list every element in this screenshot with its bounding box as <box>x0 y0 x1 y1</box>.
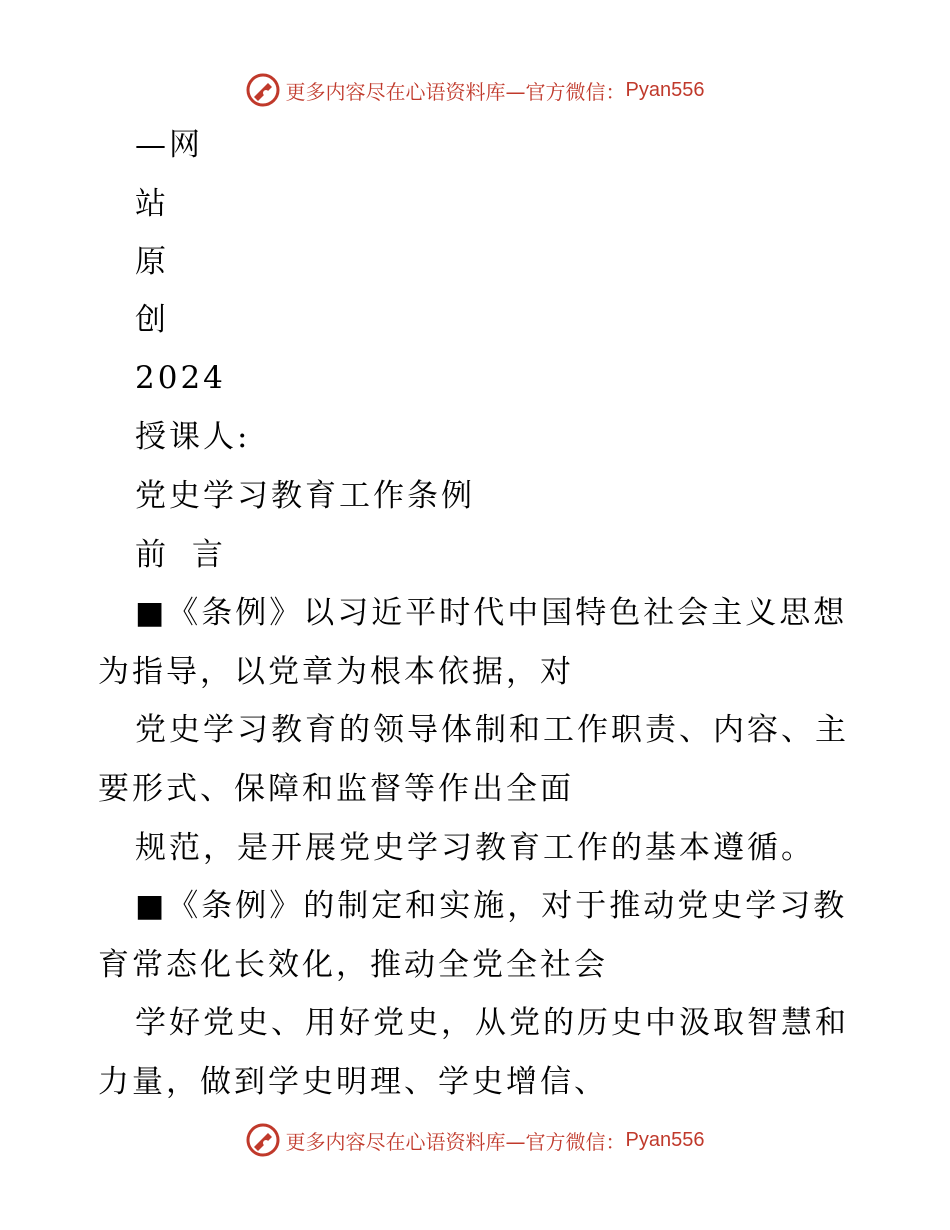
footer-watermark <box>0 1120 950 1160</box>
text-line: 创 <box>135 302 169 338</box>
text-line: 党史学习教育的领导体制和工作职责、内容、主 <box>135 712 849 748</box>
document-title: 党史学习教育工作条例 <box>135 478 475 514</box>
text-line: 要形式、保障和监督等作出全面 <box>98 771 574 807</box>
watermark-account: Pyan556 <box>625 1128 705 1151</box>
text-line: 站 <box>135 186 169 222</box>
text-line: 2024 <box>135 360 226 396</box>
pen-logo-icon <box>246 1123 280 1157</box>
text-line: 力量，做到学史明理、学史增信、 <box>98 1064 608 1100</box>
text-line: ■《条例》的制定和实施，对于推动党史学习教 <box>135 888 848 924</box>
watermark-account: Pyan556 <box>625 78 705 101</box>
header-watermark <box>0 70 950 110</box>
watermark-text: 更多内容尽在心语资料库—官方微信： <box>285 1129 626 1154</box>
text-line: 授课人: <box>135 419 251 455</box>
pen-logo-icon <box>246 73 280 107</box>
text-line: 学好党史、用好党史，从党的历史中汲取智慧和 <box>135 1005 849 1041</box>
text-line: 规范，是开展党史学习教育工作的基本遵循。 <box>135 830 815 866</box>
text-line: ■《条例》以习近平时代中国特色社会主义思想 <box>135 595 848 631</box>
watermark-text: 更多内容尽在心语资料库—官方微信： <box>285 79 626 104</box>
section-heading: 前 言 <box>135 537 231 573</box>
text-line: —网 <box>135 127 203 163</box>
text-line: 原 <box>135 244 169 280</box>
text-line: 为指导，以党章为根本依据，对 <box>98 654 574 690</box>
text-line: 育常态化长效化，推动全党全社会 <box>98 947 608 983</box>
